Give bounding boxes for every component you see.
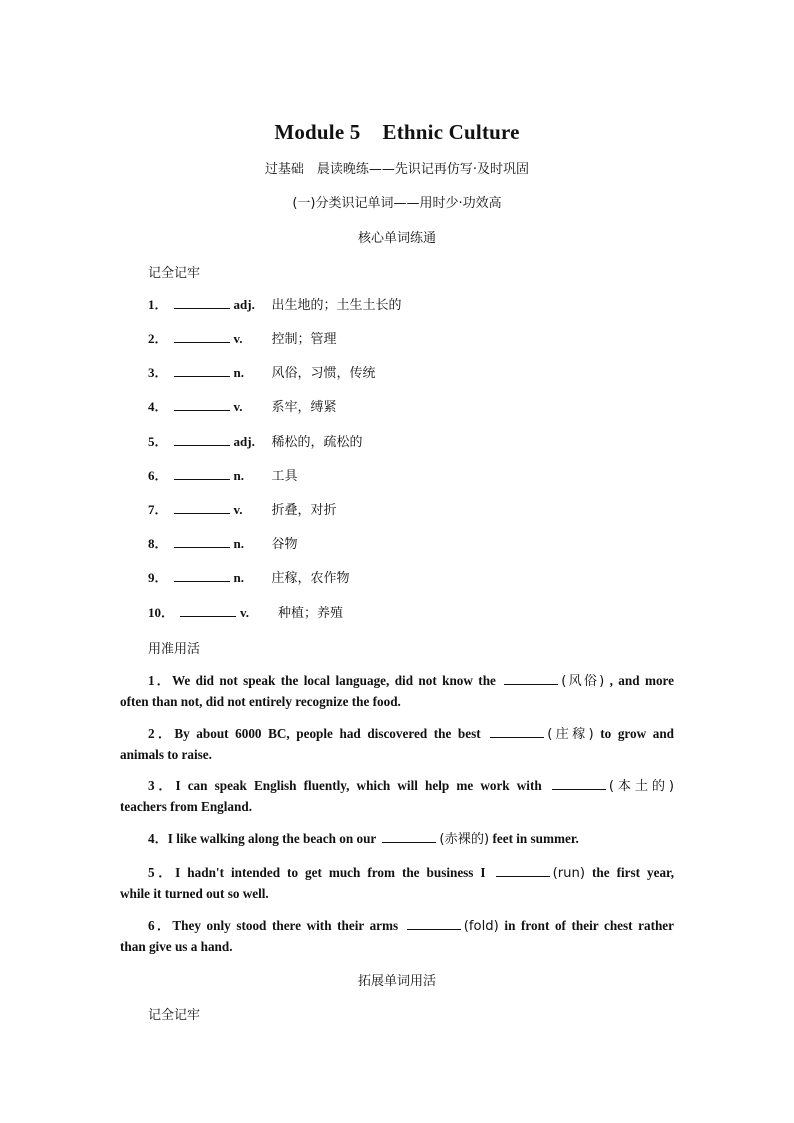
vocab-number: 8． [148,536,168,551]
sentence-text-cont: to grow and [600,726,675,741]
vocab-number: 1． [148,297,168,312]
hint-word: (run) [552,866,586,881]
exercise-sentence [120,863,674,904]
label-memorize-2: 记全记牢 [148,1008,201,1023]
title-module: Module 5 [274,120,361,144]
sentence-line-2: while it turned out so well. [120,886,269,901]
sentence-line [120,776,674,797]
sentence-text-cont: , and more [609,673,675,688]
vocab-number: 2． [148,331,168,346]
vocab-number: 4． [148,399,168,414]
hint-word: (本土的) [608,779,675,794]
vocab-number: 7． [148,502,168,517]
sentence-text: 3．I can speak English fluently, which will help me work with [148,778,542,793]
sentence-line [120,863,674,884]
part-of-speech: adj. [233,297,255,312]
definition: 折叠，对折 [271,503,337,518]
part-of-speech: v. [240,605,250,620]
part-of-speech: n. [233,468,244,483]
vocab-item [148,397,337,417]
vocab-number: 10． [148,605,175,620]
answer-blank[interactable] [552,776,606,790]
sentence-line-2: teachers from England. [120,799,252,814]
vocab-item [148,295,402,315]
vocab-number: 5． [148,434,168,449]
sentence-line [120,671,674,692]
definition: 风俗，习惯，传统 [271,366,376,381]
page-title [0,120,794,145]
part-of-speech: n. [233,365,244,380]
sentence-line-2: than give us a hand. [120,939,233,954]
part-of-speech: n. [233,536,244,551]
vocab-item [148,363,376,383]
sentence-text: 5．I hadn't intended to get much from the business I [148,865,486,880]
section-heading: (一)分类识记单词——用时少·功效高 [292,196,502,211]
sentence-line-2: often than not, did not entirely recognize the food. [120,694,401,709]
answer-blank[interactable] [496,863,550,877]
part-of-speech: v. [233,502,243,517]
sentence-text: 4．I like walking along the beach on our [148,831,377,846]
answer-blank[interactable] [174,329,230,343]
vocab-item [148,466,298,486]
answer-blank[interactable] [174,295,230,309]
definition: 工具 [271,469,298,484]
definition: 庄稼，农作物 [271,571,350,586]
hint-word: (庄稼) [547,727,594,742]
label-memorize: 记全记牢 [148,266,201,281]
answer-blank[interactable] [174,432,230,446]
definition: 控制；管理 [271,332,337,347]
vocab-item [148,329,337,349]
sentence-line-2: animals to raise. [120,747,212,762]
sentence-line [120,724,674,745]
hint-word: (赤裸的) [439,832,490,847]
subtitle: 过基础 晨读晚练——先识记再仿写·及时巩固 [264,162,530,177]
answer-blank[interactable] [174,363,230,377]
label-use: 用准用活 [148,642,201,657]
part-of-speech: adj. [233,434,255,449]
part-of-speech: v. [233,331,243,346]
sentence-text-cont: in front of their chest rather [504,918,675,933]
vocab-item [148,534,298,554]
answer-blank[interactable] [174,568,230,582]
exercise-sentence [120,776,674,817]
sentence-text: 1．We did not speak the local language, did not know the [148,673,496,688]
vocab-number: 9． [148,570,168,585]
answer-blank[interactable] [174,466,230,480]
part-of-speech: n. [233,570,244,585]
answer-blank[interactable] [174,534,230,548]
definition: 出生地的；土生土长的 [271,298,402,313]
vocab-item [148,603,343,623]
answer-blank[interactable] [407,916,461,930]
vocab-item [148,568,350,588]
answer-blank[interactable] [490,724,544,738]
answer-blank[interactable] [174,500,230,514]
vocab-number: 3． [148,365,168,380]
sentence-text: 2．By about 6000 BC, people had discovered the best [148,726,481,741]
answer-blank[interactable] [174,397,230,411]
vocab-item [148,500,337,520]
title-topic: Ethnic Culture [382,120,520,144]
sentence-text: 6．They only stood there with their arms [148,918,399,933]
sentence-text-cont: feet in summer. [492,831,579,846]
answer-blank[interactable] [382,829,436,843]
answer-blank[interactable] [504,671,558,685]
hint-word: (风俗) [561,674,605,689]
section-subheading: 核心单词练通 [357,231,436,246]
section2-subheading: 拓展单词用活 [357,974,436,989]
answer-blank[interactable] [180,603,236,617]
definition: 谷物 [271,537,298,552]
exercise-sentence [120,724,674,765]
sentence-line [120,916,674,937]
part-of-speech: v. [233,399,243,414]
exercise-sentence [120,916,674,957]
hint-word: (fold) [463,919,499,934]
exercise-sentence [120,829,674,850]
sentence-line [120,829,674,850]
definition: 系牢，缚紧 [271,400,337,415]
vocab-item [148,432,363,452]
vocab-number: 6． [148,468,168,483]
definition: 种植；养殖 [278,606,344,621]
exercise-sentence [120,671,674,712]
sentence-text-cont: the first year, [592,865,674,880]
definition: 稀松的，疏松的 [271,435,363,450]
